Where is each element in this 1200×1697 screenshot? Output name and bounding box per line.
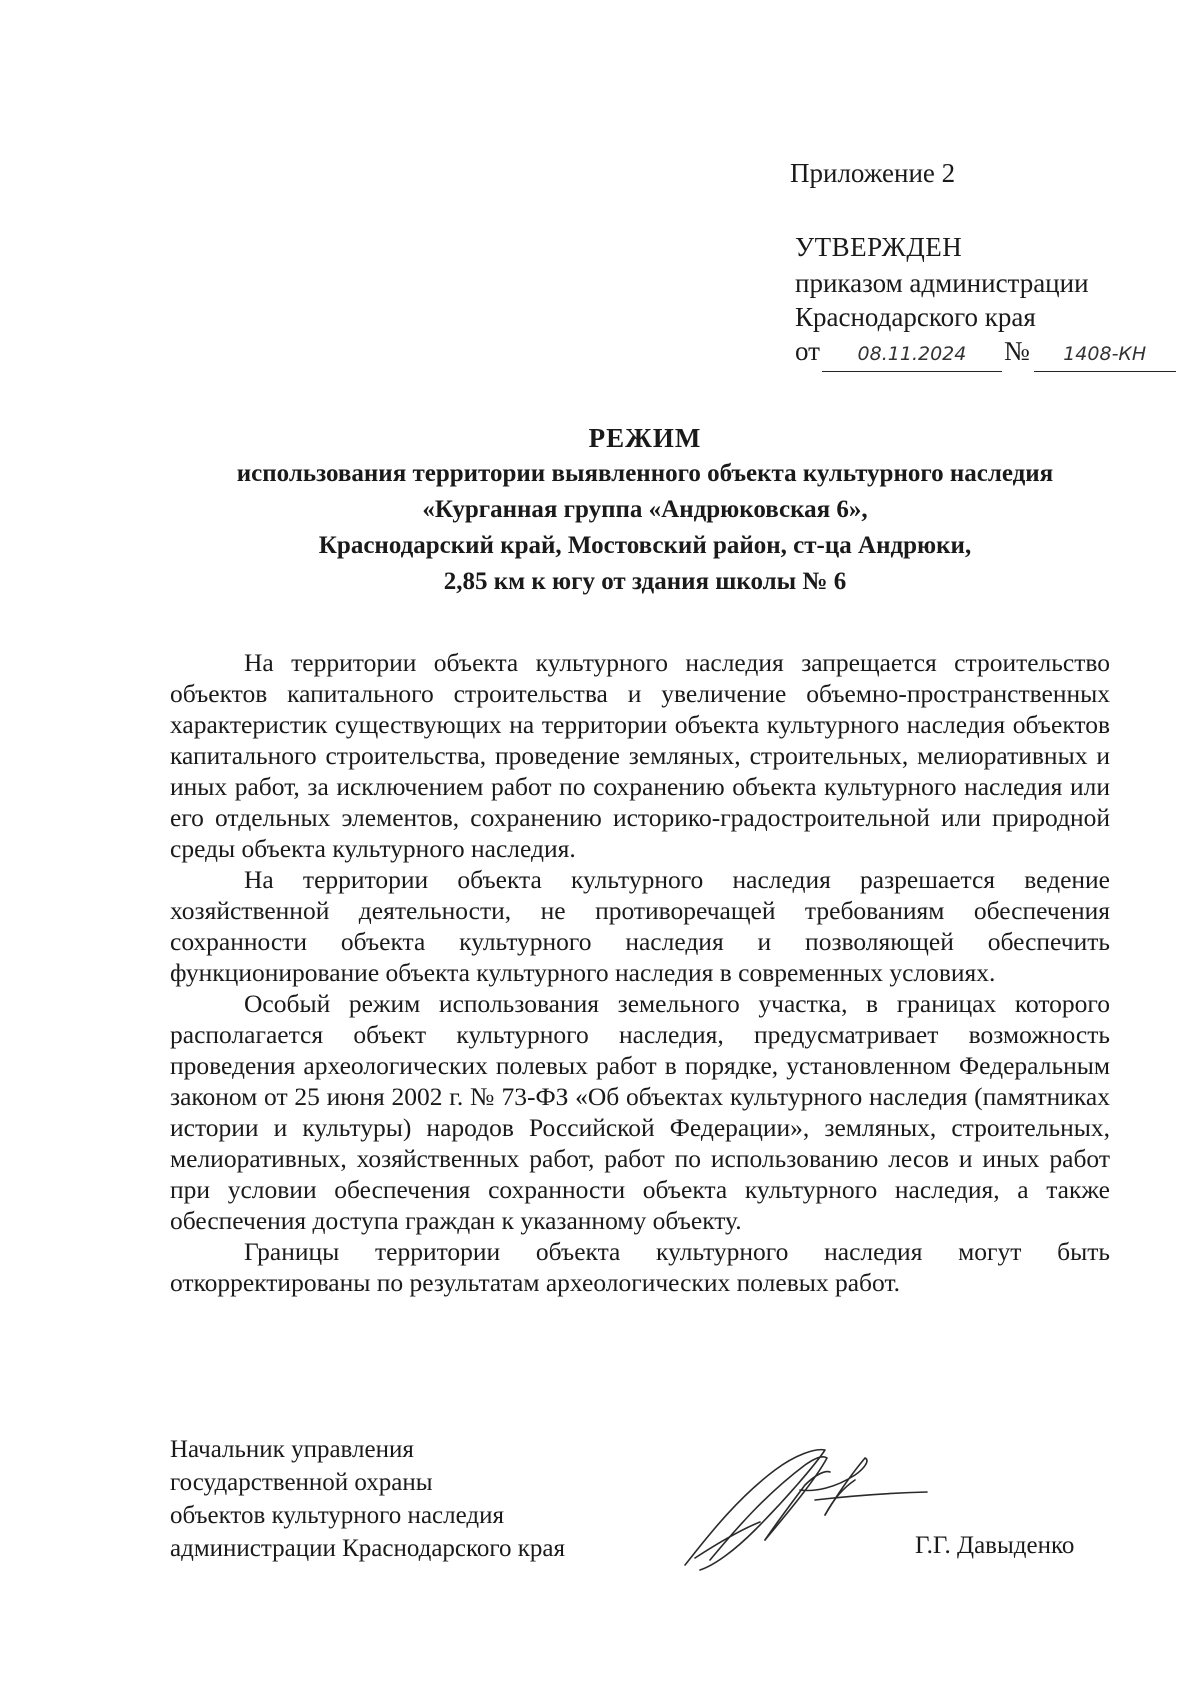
approved-title: УТВЕРЖДЕН — [795, 232, 963, 262]
paragraph: На территории объекта культурного наследия запрещается строительство объектов капитального строительства и увеличение объемно-пространственных характеристик существующих на территории объекта культурного наследия объектов капитального строительства, проведение земляных, строительных, мелиоративных и иных работ, за исключением работ по сохранению объекта культурного наследия или его отдельных элементов, сохранению историко-градостроительной или природной среды объекта культурного наследия. — [170, 648, 1110, 863]
paragraph: Особый режим использования земельного участка, в границах которого располагается объект культурного наследия, предусматривает возможность проведения археологических полевых работ в порядке, установленном Федеральным законом от 25 июня 2002 г. № 73-ФЗ «Об объектах культурного наследия (памятниках истории и культуры) народов Российской Федерации», земляных, строительных, мелиоративных, хозяйственных работ, работ по использованию лесов и иных работ при условии обеспечения сохранности объекта культурного наследия, а также обеспечения доступа граждан к указанному объекту. — [170, 989, 1110, 1235]
annex-label: Приложение 2 — [790, 158, 956, 188]
approval-block — [795, 230, 1176, 372]
paragraph: На территории объекта культурного наследия разрешается ведение хозяйственной деятельности, не противоречащей требованиям обеспечения сохранности объекта культурного наследия и позволяющей обеспечить функционирование объекта культурного наследия в современных условиях. — [170, 865, 1110, 987]
handwritten-signature — [665, 1430, 935, 1580]
title-line-1: использования территории выявленного объекта культурного наследия — [236, 460, 1054, 487]
order-date-field: 08.11.2024 — [822, 337, 1002, 372]
document-body — [170, 647, 1110, 1298]
signatory-name: Г.Г. Давыденко — [915, 1532, 1075, 1559]
approved-line-1: приказом администрации — [795, 268, 1089, 298]
signatory-position — [170, 1433, 565, 1565]
document-title — [120, 420, 1170, 600]
title-line-3: Краснодарский край, Мостовский район, ст-ца Андрюки, — [318, 532, 972, 559]
position-line-4: администрации Краснодарского края — [170, 1535, 566, 1562]
number-prefix: № — [1003, 336, 1030, 366]
approved-line-2: Краснодарского края — [795, 302, 1036, 332]
approved-date-line — [795, 334, 1176, 372]
title-line-2: «Курганная группа «Андрюковская 6», — [422, 496, 868, 523]
position-line-3: объектов культурного наследия — [170, 1502, 504, 1529]
position-line-1: Начальник управления — [170, 1436, 414, 1463]
title-main: РЕЖИМ — [588, 423, 702, 453]
title-line-4: 2,85 км к югу от здания школы № 6 — [443, 568, 847, 595]
date-prefix: от — [795, 336, 820, 366]
paragraph: Границы территории объекта культурного наследия могут быть откорректированы по результатам археологических полевых работ. — [170, 1237, 1110, 1297]
position-line-2: государственной охраны — [170, 1469, 433, 1496]
order-number-field: 1408-КН — [1034, 337, 1176, 372]
